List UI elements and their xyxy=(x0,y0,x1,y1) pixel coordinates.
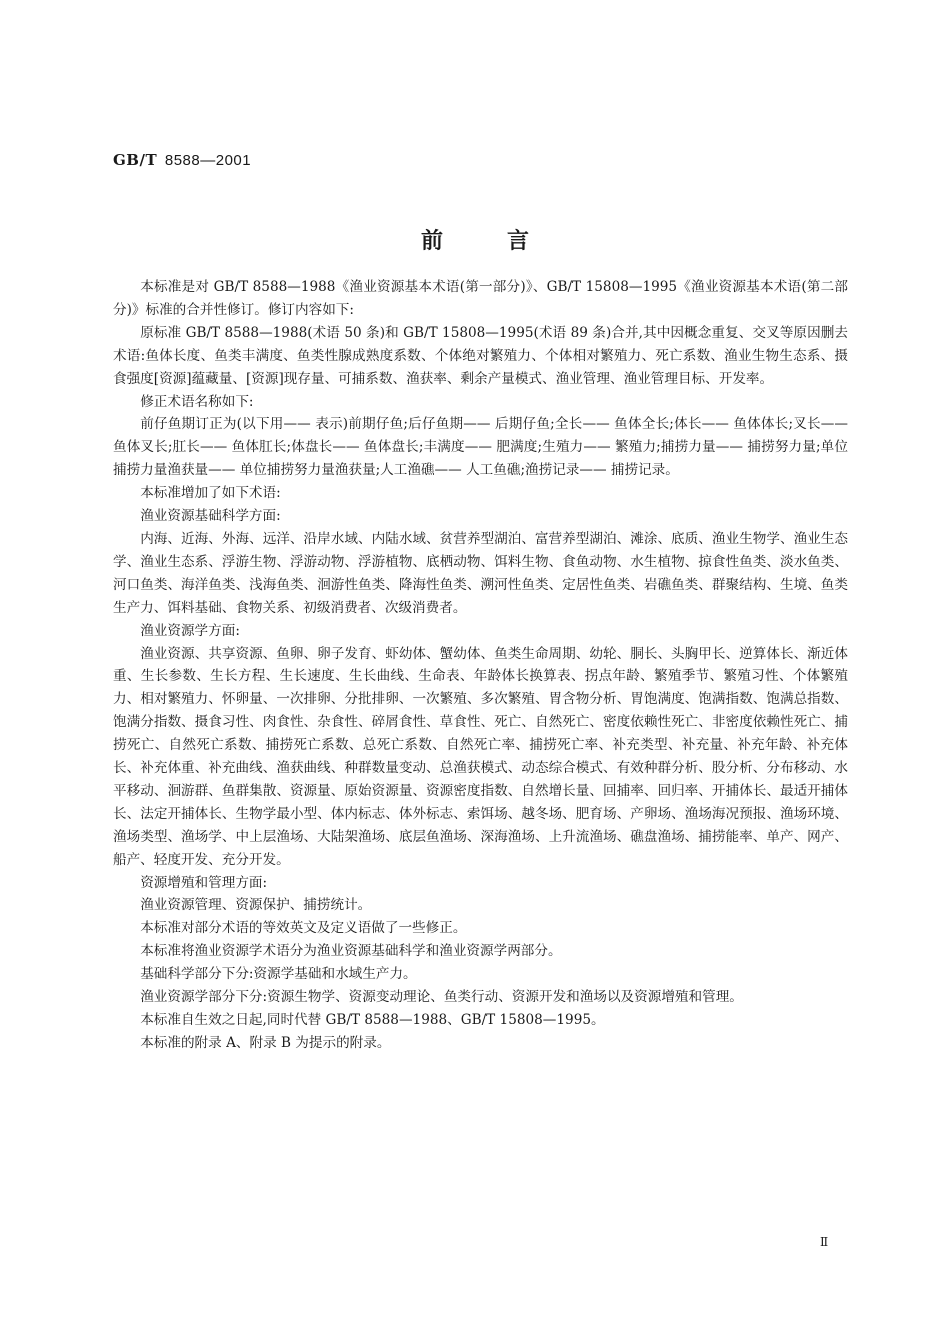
paragraph: 渔业资源学部分下分:资源生物学、资源变动理论、鱼类行动、资源开发和渔场以及资源增殖和管理。 xyxy=(140,989,743,1006)
paragraph: 渔业资源基础科学方面: xyxy=(140,508,281,525)
paragraph: 前仔鱼期订正为(以下用—— 表示)前期仔鱼;后仔鱼期—— 后期仔鱼;全长—— 鱼体全长;体长—— 鱼体体长;叉长—— 鱼体叉长;肛长—— 鱼体肛长;体盘长—— 鱼体盘长;丰满度—— 肥满度;生殖力—— 繁殖力;捕捞力量—— 捕捞努力量;单位捕捞力量渔获量—— 单位捕捞努力量渔获量;人工渔礁—— 人工鱼礁;渔捞记录—— 捕捞记录。 xyxy=(113,416,848,479)
paragraph: 本标准将渔业资源学术语分为渔业资源基础科学和渔业资源学两部分。 xyxy=(140,943,562,960)
paragraph: 资源增殖和管理方面: xyxy=(140,874,268,891)
paragraph: 内海、近海、外海、远洋、沿岸水域、内陆水域、贫营养型湖泊、富营养型湖泊、滩涂、底质、渔业生物学、渔业生态学、渔业生态系、浮游生物、浮游动物、浮游植物、底栖动物、饵料生物、食鱼动物、水生植物、掠食性鱼类、淡水鱼类、河口鱼类、海洋鱼类、浅海鱼类、洄游性鱼类、降海性鱼类、溯河性鱼类、定居性鱼类、岩礁鱼类、群聚结构、生境、鱼类生产力、饵料基础、食物关系、初级消费者、次级消费者。 xyxy=(113,530,848,616)
standard-prefix: GB/T xyxy=(113,151,158,169)
paragraph: 本标准自生效之日起,同时代替 GB/T 8588—1988、GB/T 15808—1995。 xyxy=(140,1012,605,1028)
page-number: Ⅱ xyxy=(820,1235,829,1249)
paragraph: 修正术语名称如下: xyxy=(140,393,254,410)
paragraph: 本标准的附录 A、附录 B 为提示的附录。 xyxy=(140,1034,391,1051)
standard-number: 8588—2001 xyxy=(164,152,252,169)
paragraph: 本标准增加了如下术语: xyxy=(140,485,281,502)
foreword-body xyxy=(113,276,848,1055)
paragraph: 基础科学部分下分:资源学基础和水域生产力。 xyxy=(140,966,417,983)
paragraph: 渔业资源学方面: xyxy=(140,622,240,639)
paragraph: 本标准是对 GB/T 8588—1988《渔业资源基本术语(第一部分)》、GB/T 15808—1995《渔业资源基本术语(第二部分)》标准的合并性修订。修订内容如下: xyxy=(113,279,848,318)
paragraph: 渔业资源管理、资源保护、捕捞统计。 xyxy=(140,897,372,914)
paragraph: 渔业资源、共享资源、鱼卵、卵子发育、虾幼体、蟹幼体、鱼类生命周期、幼轮、胴长、头胸甲长、逆算体长、渐近体重、生长参数、生长方程、生长速度、生长曲线、生命表、年龄体长换算表、拐点年龄、繁殖季节、繁殖习性、个体繁殖力、相对繁殖力、怀卵量、一次排卵、分批排卵、一次繁殖、多次繁殖、胃含物分析、胃饱满度、饱满指数、饱满总指数、饱满分指数、摄食习性、肉食性、杂食性、碎屑食性、草食性、死亡、自然死亡、密度依赖性死亡、非密度依赖性死亡、捕捞死亡、自然死亡系数、捕捞死亡系数、总死亡系数、自然死亡率、捕捞死亡率、补充类型、补充量、补充年龄、补充体长、补充体重、补充曲线、渔获曲线、种群数量变动、总渔获模式、动态综合模式、有效种群分析、股分析、分布移动、水平移动、洄游群、鱼群集散、资源量、原始资源量、资源密度指数、自然增长量、回捕率、回归率、开捕体长、最适开捕体长、法定开捕体长、生物学最小型、体内标志、体外标志、索饵场、越冬场、肥育场、产卵场、渔场海况预报、渔场环境、渔场类型、渔场学、中上层渔场、大陆架渔场、底层鱼渔场、深海渔场、上升流渔场、礁盘渔场、捕捞能率、单产、网产、船产、轻度开发、充分开发。 xyxy=(113,645,848,868)
page-title: 前言 xyxy=(420,228,593,254)
paragraph: 原标准 GB/T 8588—1988(术语 50 条)和 GB/T 15808—1995(术语 89 条)合并,其中因概念重复、交叉等原因删去术语:鱼体长度、鱼类丰满度、鱼类性腺成熟度系数、个体绝对繁殖力、个体相对繁殖力、死亡系数、渔业生物生态系、摄食强度[资源]蕴藏量、[资源]现存量、可捕系数、渔获率、剩余产量模式、渔业管理、渔业管理目标、开发率。 xyxy=(113,324,848,387)
standard-code-header xyxy=(113,151,251,169)
paragraph: 本标准对部分术语的等效英文及定义语做了一些修正。 xyxy=(140,920,467,937)
